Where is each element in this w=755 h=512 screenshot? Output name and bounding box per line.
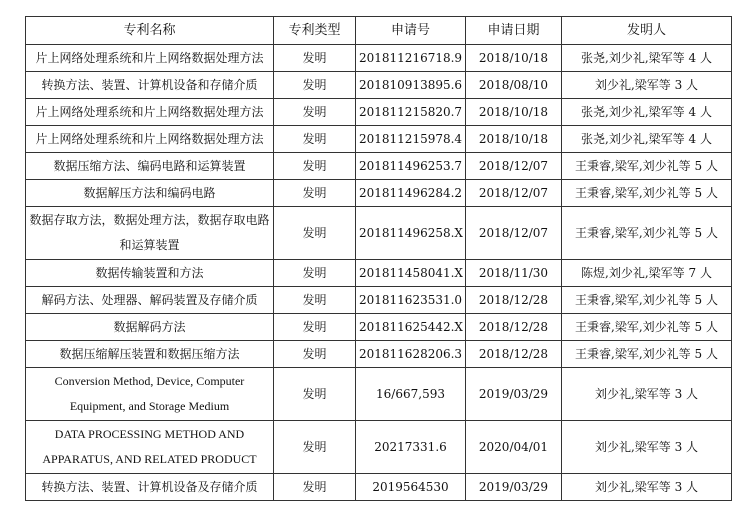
cell-patent-type: 发明 [274,72,356,99]
header-patent-type: 专利类型 [274,17,356,45]
cell-application-number: 16/667,593 [356,368,466,421]
table-row [26,180,732,207]
header-patent-name: 专利名称 [26,17,274,45]
table-row [26,99,732,126]
cell-patent-type: 发明 [274,421,356,474]
table-row [26,287,732,314]
cell-application-number: 201811216718.9 [356,45,466,72]
cell-application-date: 2018/12/07 [466,207,562,260]
cell-application-date: 2019/03/29 [466,368,562,421]
cell-patent-name: 数据压缩方法、编码电路和运算装置 [26,153,274,180]
cell-patent-type: 发明 [274,153,356,180]
cell-patent-type: 发明 [274,207,356,260]
cell-application-date: 2020/04/01 [466,421,562,474]
cell-application-date: 2018/10/18 [466,126,562,153]
cell-application-date: 2018/12/28 [466,287,562,314]
cell-patent-type: 发明 [274,99,356,126]
cell-inventors: 刘少礼,梁军等 3 人 [562,474,732,501]
cell-patent-name: 数据存取方法，数据处理方法，数据存取电路和运算装置 [26,207,274,260]
cell-patent-name: 数据解码方法 [26,314,274,341]
cell-application-number: 201811458041.X [356,260,466,287]
cell-inventors: 陈煜,刘少礼,梁军等 7 人 [562,260,732,287]
table-row [26,207,732,260]
cell-inventors: 张尧,刘少礼,梁军等 4 人 [562,45,732,72]
cell-inventors: 王秉睿,梁军,刘少礼等 5 人 [562,341,732,368]
cell-application-date: 2018/12/28 [466,341,562,368]
cell-application-number: 201811496258.X [356,207,466,260]
cell-inventors: 张尧,刘少礼,梁军等 4 人 [562,126,732,153]
cell-application-number: 201811623531.0 [356,287,466,314]
cell-application-number: 201810913895.6 [356,72,466,99]
table-row [26,45,732,72]
header-inventors: 发明人 [562,17,732,45]
cell-application-number: 20217331.6 [356,421,466,474]
cell-application-date: 2018/08/10 [466,72,562,99]
cell-patent-name: 片上网络处理系统和片上网络数据处理方法 [26,45,274,72]
cell-inventors: 王秉睿,梁军,刘少礼等 5 人 [562,207,732,260]
cell-patent-name: 片上网络处理系统和片上网络数据处理方法 [26,99,274,126]
cell-inventors: 王秉睿,梁军,刘少礼等 5 人 [562,314,732,341]
cell-inventors: 刘少礼,梁军等 3 人 [562,368,732,421]
table-row [26,72,732,99]
cell-patent-name: 数据传输装置和方法 [26,260,274,287]
cell-application-date: 2018/10/18 [466,45,562,72]
cell-application-number: 2019564530 [356,474,466,501]
cell-patent-name: Conversion Method, Device, Computer Equipment, and Storage Medium [26,368,274,421]
header-application-number: 申请号 [356,17,466,45]
cell-inventors: 王秉睿,梁军,刘少礼等 5 人 [562,287,732,314]
cell-application-date: 2019/03/29 [466,474,562,501]
cell-application-date: 2018/10/18 [466,99,562,126]
cell-patent-type: 发明 [274,341,356,368]
cell-application-number: 201811215978.4 [356,126,466,153]
cell-application-date: 2018/12/07 [466,180,562,207]
header-application-date: 申请日期 [466,17,562,45]
cell-patent-name: 转换方法、装置、计算机设备和存储介质 [26,72,274,99]
cell-application-number: 201811625442.X [356,314,466,341]
table-row [26,153,732,180]
table-row [26,314,732,341]
table-row [26,421,732,474]
cell-patent-name: 转换方法、装置、计算机设备及存储介质 [26,474,274,501]
cell-inventors: 王秉睿,梁军,刘少礼等 5 人 [562,180,732,207]
cell-patent-name: DATA PROCESSING METHOD AND APPARATUS, AND RELATED PRODUCT [26,421,274,474]
cell-patent-type: 发明 [274,287,356,314]
cell-application-number: 201811496284.2 [356,180,466,207]
cell-patent-type: 发明 [274,260,356,287]
cell-inventors: 刘少礼,梁军等 3 人 [562,421,732,474]
cell-application-date: 2018/12/28 [466,314,562,341]
table-row [26,474,732,501]
table-row [26,368,732,421]
cell-patent-type: 发明 [274,474,356,501]
cell-patent-type: 发明 [274,126,356,153]
cell-patent-type: 发明 [274,368,356,421]
cell-application-date: 2018/12/07 [466,153,562,180]
cell-application-number: 201811496253.7 [356,153,466,180]
cell-patent-type: 发明 [274,314,356,341]
cell-patent-name: 数据解压方法和编码电路 [26,180,274,207]
cell-inventors: 王秉睿,梁军,刘少礼等 5 人 [562,153,732,180]
cell-patent-name: 片上网络处理系统和片上网络数据处理方法 [26,126,274,153]
cell-patent-name: 解码方法、处理器、解码装置及存储介质 [26,287,274,314]
cell-patent-name: 数据压缩解压装置和数据压缩方法 [26,341,274,368]
cell-application-number: 201811628206.3 [356,341,466,368]
cell-inventors: 刘少礼,梁军等 3 人 [562,72,732,99]
cell-application-date: 2018/11/30 [466,260,562,287]
cell-inventors: 张尧,刘少礼,梁军等 4 人 [562,99,732,126]
table-row [26,341,732,368]
cell-application-number: 201811215820.7 [356,99,466,126]
table-row [26,126,732,153]
table-row [26,260,732,287]
cell-patent-type: 发明 [274,45,356,72]
cell-patent-type: 发明 [274,180,356,207]
table-header-row [26,17,732,45]
patent-table [25,16,732,501]
